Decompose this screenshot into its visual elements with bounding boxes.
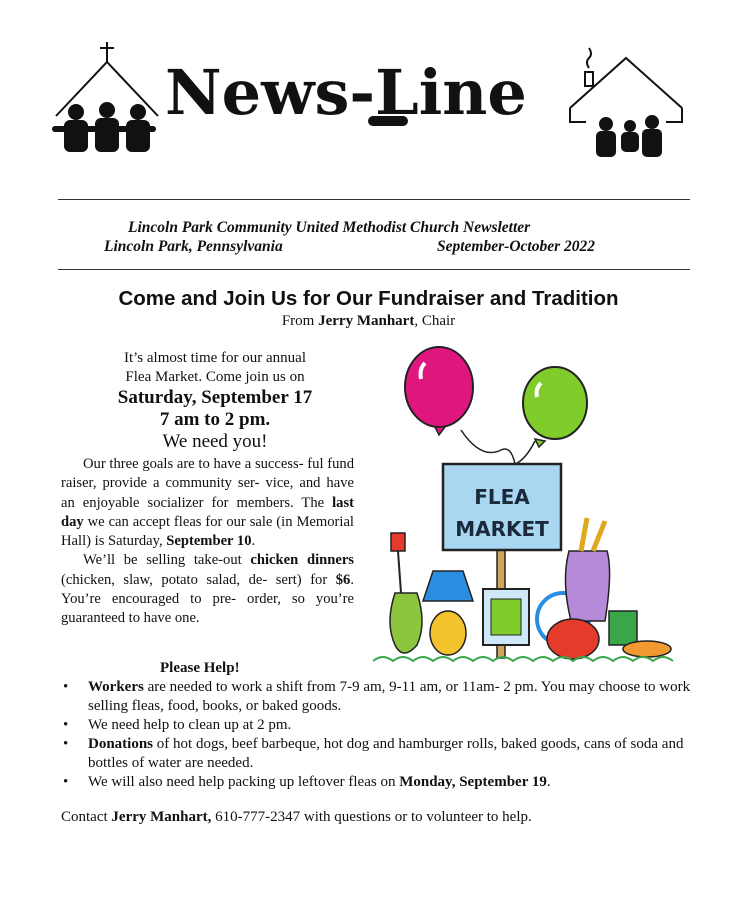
divider-bottom: [58, 269, 690, 270]
pink-balloon: [405, 347, 473, 427]
green-balloon: [523, 367, 587, 439]
paragraph-dinners: We’ll be selling take-out chicken dinners (chicken, slaw, potato salad, de- sert) for $6. You’re encouraged to pre- order, so you’re guaranteed to have one.: [61, 552, 354, 627]
list-item: • We will also need help packing up leftover fleas on Monday, September 19.: [61, 773, 701, 792]
family-left-icon: [52, 102, 156, 152]
blue-lamp: [423, 571, 473, 601]
event-date: Saturday, September 17: [117, 387, 313, 408]
sign-line-2: MARKET: [455, 517, 549, 541]
divider-top: [58, 199, 690, 200]
intro-line-2: Flea Market. Come join us on: [125, 369, 305, 385]
intro-block: [70, 349, 360, 453]
issue-date: September-October 2022: [437, 238, 595, 255]
contact-name: Jerry Manhart,: [111, 809, 212, 825]
location: Lincoln Park, Pennsylvania: [104, 238, 283, 255]
family-right-icon: [596, 115, 662, 157]
list-item: • Donations of hot dogs, beef barbeque, hot dog and hamburger rolls, baked goods, cans of soda and bottles of water are needed.: [61, 735, 701, 773]
house-icon: [570, 48, 682, 122]
green-vase: [390, 593, 422, 653]
pink-pitcher: [565, 551, 609, 621]
article-body: [61, 455, 354, 629]
event-time: 7 am to 2 pm.: [159, 409, 271, 430]
list-item: • Workers are needed to work a shift from 7-9 am, 9-11 am, or 11am- 2 pm. You may choose to work selling fleas, food, books, or baked goods.: [61, 678, 701, 716]
flea-market-clipart: [373, 343, 678, 673]
article-byline: From Jerry Manhart, Chair: [281, 313, 456, 329]
red-teapot: [547, 619, 599, 659]
church-name: Lincoln Park Community United Methodist Church Newsletter: [128, 219, 531, 236]
help-list: [61, 678, 701, 792]
article-headline: Come and Join Us for Our Fundraiser and Tradition: [118, 287, 619, 310]
list-item: • We need help to clean up at 2 pm.: [61, 716, 701, 735]
paragraph-goals: Our three goals are to have a success- ful fund raiser, provide a community ser- vice, and have an enjoyable socializer for members. The last day we can accept fleas for our sale (in Memorial Hall) is Saturday, September 10.: [61, 456, 354, 550]
intro-line-1: It’s almost time for our annual: [123, 350, 307, 366]
sign-line-1: FLEA: [474, 485, 530, 509]
we-need-you: We need you!: [162, 431, 268, 452]
please-help-heading: Please Help!: [160, 660, 240, 676]
newsletter-title: News-Line: [165, 56, 527, 129]
author-name: Jerry Manhart: [318, 313, 415, 329]
contact-line: Contact Jerry Manhart, 610-777-2347 with questions or to volunteer to help.: [61, 809, 532, 825]
